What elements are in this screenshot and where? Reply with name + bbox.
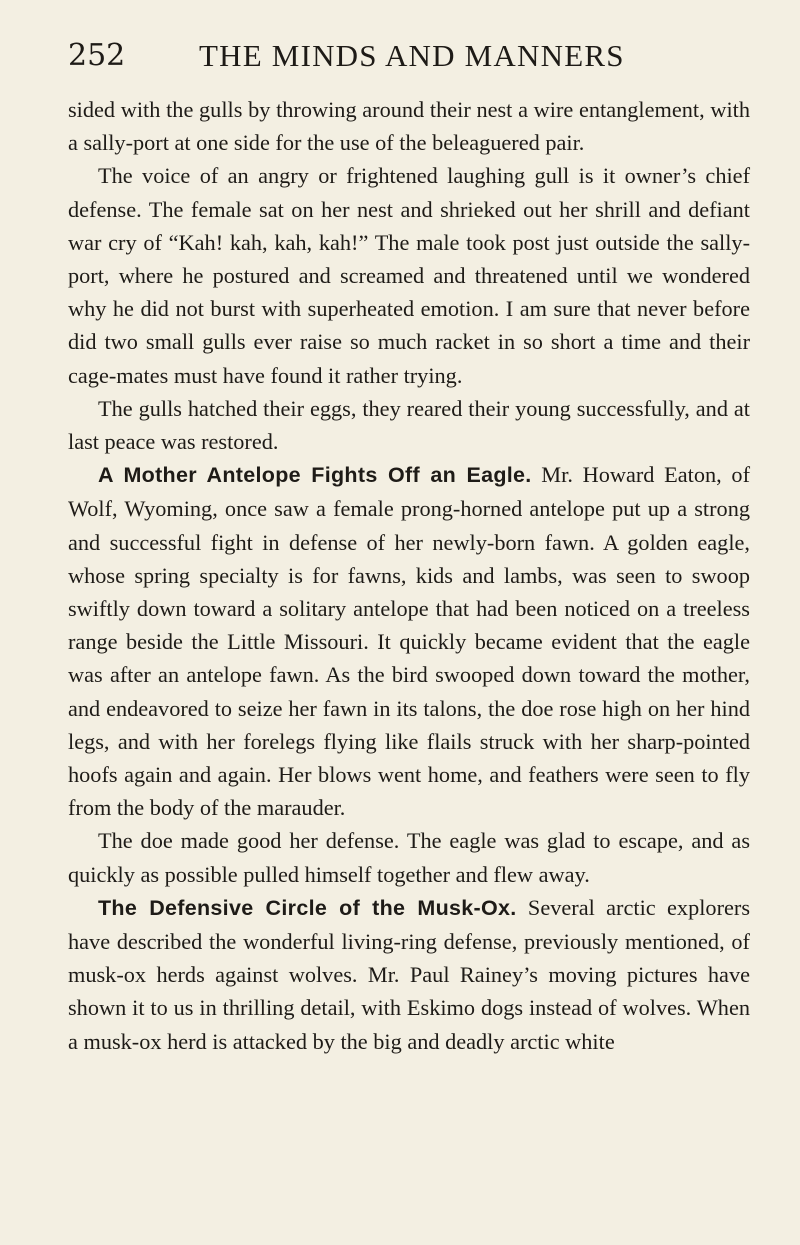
paragraph (68, 458, 750, 824)
paragraph-text: sided with the gulls by throwing around their nest a wire entanglement, with a sally-port at one side for the use of the beleaguered pair. (68, 97, 750, 156)
section-heading: A Mother Antelope Fights Off an Eagle. (98, 463, 532, 488)
paragraph-text: Mr. Howard Eaton, of Wolf, Wyoming, once saw a female prong-horned antelope put up a strong and successful fight in defense of her newly-born fawn. A golden eagle, whose spring specialty is for fawns, kids and lambs, was seen to swoop swiftly down toward a solitary antelope that had been noticed on a treeless range beside the Little Missouri. It quickly became evident that the eagle was after an antelope fawn. As the bird swooped down toward the mother, and endeavored to seize her fawn in its talons, the doe rose high on her hind legs, and with her forelegs flying like flails struck with her sharp-pointed hoofs again and again. Her blows went home, and feathers were seen to fly from the body of the marauder. (68, 462, 750, 821)
page-number: 252 (68, 38, 126, 73)
paragraph (68, 93, 750, 159)
body-text (68, 93, 750, 1058)
paragraph-text: Several arctic explorers have described the wonderful living-ring defense, previously mentioned, of musk-ox herds against wolves. Mr. Paul Rainey’s moving pictures have shown it to us in thrilling detail, with Eskimo dogs instead of wolves. When a musk-ox herd is attacked by the big and deadly arctic white (68, 894, 750, 1054)
paragraph (68, 891, 750, 1058)
section-heading: The Defensive Circle of the Musk-Ox. (98, 895, 517, 920)
paragraph-text: The voice of an angry or frightened laughing gull is it owner’s chief defense. The female sat on her nest and shrieked out her shrill and defiant war cry of “Kah! kah, kah, kah!” The male took post just outside the sally-port, where he postured and screamed and threatened until we wondered why he did not burst with superheated emotion. I am sure that never before did two small gulls ever raise so much racket in so short a time and their cage-mates must have found it rather trying. (68, 163, 750, 388)
running-head: THE MINDS AND MANNERS (199, 38, 625, 73)
paragraph (68, 159, 750, 391)
paragraph-text: The doe made good her defense. The eagle was glad to escape, and as quickly as possible pulled himself together and flew away. (68, 828, 750, 887)
paragraph (68, 824, 750, 890)
paragraph-text: The gulls hatched their eggs, they reared their young successfully, and at last peace was restored. (68, 395, 750, 455)
paragraph (68, 392, 750, 458)
page-header (68, 38, 748, 78)
